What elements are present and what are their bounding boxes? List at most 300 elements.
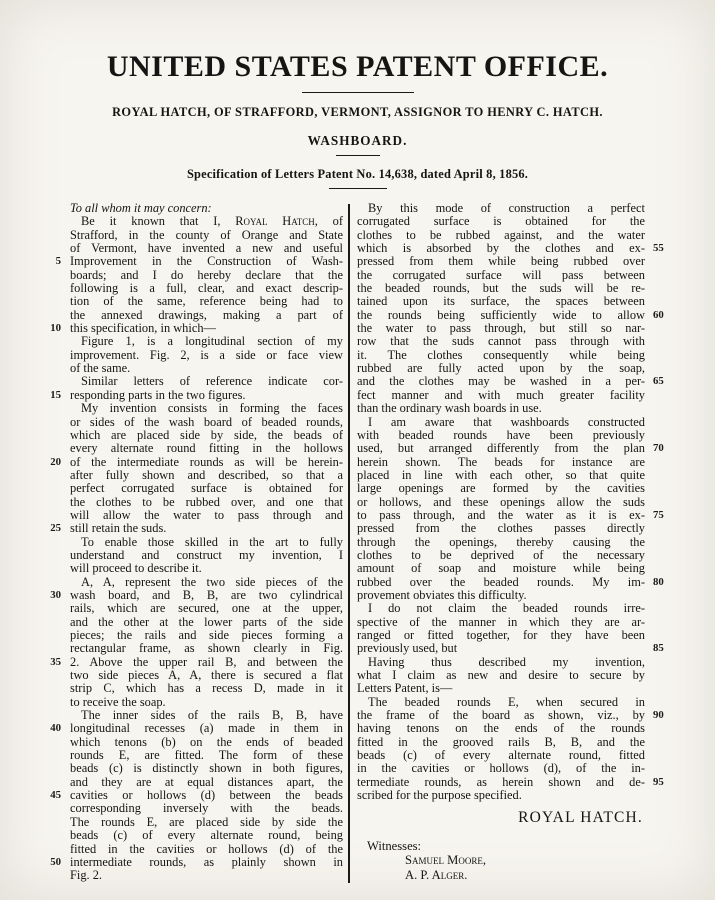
line-number	[40, 802, 70, 815]
text-line	[357, 509, 671, 522]
text-line	[40, 282, 343, 295]
line-number	[645, 602, 671, 615]
assignor-line: ROYAL HATCH, OF STRAFFORD, VERMONT, ASSIGNOR TO HENRY C. HATCH.	[112, 105, 603, 119]
text-line	[357, 229, 671, 242]
text-line	[40, 416, 343, 429]
text-line	[40, 362, 343, 375]
line-text: understand and construct my invention, I	[70, 547, 343, 562]
text-line	[40, 255, 343, 268]
line-text: longitudinal recesses (a) made in them in	[70, 721, 343, 736]
specification-rule	[329, 188, 387, 189]
text-line	[40, 789, 343, 802]
line-text: responding parts in the two figures.	[70, 387, 246, 402]
line-number	[40, 496, 70, 509]
text-line	[357, 349, 671, 362]
line-number: 95	[653, 775, 664, 788]
line-number: 80	[653, 575, 664, 588]
line-text: Improvement in the Construction of Wash-	[70, 254, 343, 269]
line-text: which tenons (b) on the ends of beaded	[70, 734, 343, 749]
line-number: 40	[50, 722, 61, 735]
line-number	[645, 522, 671, 535]
line-number	[40, 269, 70, 282]
text-line	[40, 375, 343, 388]
line-text: beads (c) is distinctly shown in both figures,	[70, 761, 343, 776]
line-text: tion of the same, reference being had to	[70, 294, 343, 309]
line-text: I am aware that washboards constructed	[368, 414, 645, 429]
line-number	[645, 402, 671, 415]
text-line	[40, 269, 343, 282]
line-number	[40, 469, 70, 482]
line-number: 65	[653, 375, 664, 388]
line-number	[40, 776, 70, 789]
text-line	[40, 442, 343, 455]
text-line	[357, 442, 671, 455]
text-line	[357, 629, 671, 642]
line-number	[40, 869, 70, 882]
line-number	[645, 482, 671, 495]
text-line	[40, 589, 343, 602]
line-number	[40, 429, 70, 442]
text-line	[40, 456, 343, 469]
line-number: 50	[50, 855, 61, 868]
line-text: The inner sides of the rails B, B, have	[81, 708, 343, 723]
text-line	[40, 816, 343, 829]
text-line	[40, 869, 343, 882]
line-number	[40, 843, 70, 856]
line-number	[40, 509, 70, 522]
document-header	[0, 50, 715, 189]
line-text: two side pieces A, A, there is secured a flat	[70, 668, 343, 683]
text-line	[40, 202, 343, 215]
line-text: Having thus described my invention,	[368, 654, 645, 669]
text-line	[357, 749, 671, 762]
text-line	[40, 469, 343, 482]
line-text: fect manner and with much greater facility	[357, 387, 645, 402]
line-text: To all whom it may concern:	[70, 201, 212, 215]
line-number	[645, 749, 671, 762]
text-line	[40, 576, 343, 589]
text-line	[40, 522, 343, 535]
text-line	[357, 722, 671, 735]
line-number: 85	[653, 642, 664, 655]
line-text: I do not claim the beaded rounds irre-	[368, 601, 645, 616]
line-text: scribed for the purpose specified.	[357, 788, 522, 803]
line-number	[40, 536, 70, 549]
line-text: after fully shown and described, so that a	[70, 467, 343, 482]
line-number	[40, 416, 70, 429]
text-line	[40, 709, 343, 722]
line-text: previously used, but	[357, 641, 458, 656]
line-number	[645, 682, 671, 695]
text-line	[357, 549, 671, 562]
text-line	[357, 536, 671, 549]
line-text: used, but arranged differently from the plan	[357, 441, 645, 456]
text-line	[357, 242, 671, 255]
line-number	[40, 402, 70, 415]
line-text: the beaded rounds, but the suds will be re-	[357, 281, 645, 296]
line-number	[645, 629, 671, 642]
line-text: Fig. 2.	[70, 868, 103, 883]
text-line	[357, 496, 671, 509]
line-number	[645, 349, 671, 362]
line-text: what I claim as new and desire to secure by	[357, 668, 645, 683]
line-number	[645, 229, 671, 242]
text-line	[40, 682, 343, 695]
line-text: the clothes to be rubbed over, and one that	[70, 494, 343, 509]
line-number: 15	[50, 388, 61, 401]
line-number	[645, 335, 671, 348]
line-number	[40, 362, 70, 375]
inventor-signature: ROYAL HATCH.	[518, 809, 643, 827]
column-divider	[348, 204, 350, 883]
line-number	[645, 416, 671, 429]
text-line	[40, 762, 343, 775]
text-line	[40, 242, 343, 255]
line-text: having tenons on the ends of the rounds	[357, 721, 645, 736]
line-text: the water to pass through, but still so nar-	[357, 321, 645, 336]
text-line	[357, 642, 671, 655]
line-number: 55	[653, 242, 664, 255]
line-text: By this mode of construction a perfect	[368, 201, 645, 215]
line-number: 35	[50, 655, 61, 668]
line-number	[40, 616, 70, 629]
line-text: row that the suds cannot pass through with	[357, 334, 645, 349]
line-number	[40, 282, 70, 295]
text-line	[357, 562, 671, 575]
witnesses-block	[357, 839, 671, 883]
line-text: improvement. Fig. 2, is a side or face view	[70, 347, 343, 362]
line-text: Figure 1, is a longitudinal section of my	[81, 334, 343, 349]
line-text: Strafford, in the county of Orange and State	[70, 227, 343, 242]
line-text: or hollows, and these openings allow the suds	[357, 494, 645, 509]
line-text: clothes to be deprived of the necessary	[357, 547, 645, 562]
line-text: every alternate round fitting in the hollows	[70, 441, 343, 456]
line-number	[40, 816, 70, 829]
line-number	[40, 696, 70, 709]
line-number	[645, 696, 671, 709]
text-line	[40, 322, 343, 335]
line-text: rounds E, are fitted. The form of these	[70, 748, 343, 763]
line-text: intermediate rounds, as plainly shown in	[70, 854, 343, 869]
line-number	[645, 722, 671, 735]
line-text: the frame of the board as shown, viz., by	[357, 708, 645, 723]
text-line	[357, 602, 671, 615]
line-text: pieces; the rails and side pieces forming a	[70, 628, 343, 642]
line-text: A, A, represent the two side pieces of the	[81, 574, 343, 589]
line-text: which is absorbed by the clothes and ex-	[357, 241, 645, 256]
line-text: beads (c) of every alternate round, being	[70, 828, 343, 843]
line-text: strip C, which has a recess D, made in it	[70, 681, 343, 696]
line-text: this specification, in which—	[70, 321, 216, 336]
line-text: beads (c) of every alternate round, fitted	[357, 748, 645, 763]
line-number	[645, 282, 671, 295]
line-text: rubbed over the beaded rounds. My im-	[357, 574, 645, 589]
text-line	[40, 656, 343, 669]
line-number	[645, 736, 671, 749]
line-number	[40, 229, 70, 242]
line-text: to pass through, and the water as it is ex-	[357, 507, 645, 522]
line-text: Similar letters of reference indicate cor-	[81, 374, 343, 389]
line-text: following is a full, clear, and exact descrip-	[70, 281, 343, 296]
text-line	[40, 749, 343, 762]
line-number	[40, 682, 70, 695]
line-text: spective of the manner in which they are ar-	[357, 614, 645, 629]
line-number: 70	[653, 442, 664, 455]
line-number	[40, 602, 70, 615]
line-text: ranged or fitted together, for they have been	[357, 628, 645, 642]
text-line	[357, 362, 671, 375]
page-title: UNITED STATES PATENT OFFICE.	[106, 50, 609, 83]
text-line	[40, 309, 343, 322]
line-number	[40, 762, 70, 775]
text-line	[357, 616, 671, 629]
text-line	[357, 416, 671, 429]
line-number	[645, 589, 671, 602]
line-number	[40, 629, 70, 642]
line-number	[40, 736, 70, 749]
line-number	[645, 215, 671, 228]
text-line	[357, 202, 671, 215]
line-text: the rounds being sufficiently wide to allow	[357, 307, 645, 322]
text-line	[40, 389, 343, 402]
line-text: will proceed to describe it.	[70, 561, 202, 576]
line-text: large openings are formed by the cavities	[357, 481, 645, 496]
line-text: rubbed are fully acted upon by the soap,	[357, 361, 645, 376]
line-text: to receive the soap.	[70, 694, 166, 709]
line-text: wash board, and B, B, are two cylindrical	[70, 587, 343, 602]
line-number	[645, 562, 671, 575]
text-line	[40, 229, 343, 242]
text-line	[357, 522, 671, 535]
text-line	[40, 616, 343, 629]
text-line	[357, 789, 671, 802]
text-line	[357, 776, 671, 789]
line-number	[645, 322, 671, 335]
text-line	[40, 496, 343, 509]
line-number: 10	[50, 322, 61, 335]
line-number	[645, 496, 671, 509]
line-text: Be it known that I, Royal Hatch, of	[81, 214, 343, 229]
text-line	[40, 602, 343, 615]
text-line	[40, 562, 343, 575]
line-number	[645, 269, 671, 282]
text-line	[40, 429, 343, 442]
line-number	[40, 642, 70, 655]
line-text: the annexed drawings, making a part of	[70, 307, 343, 322]
line-text: boards; and I do hereby declare that the	[70, 267, 343, 282]
line-text: pressed from the clothes passes directly	[357, 521, 645, 536]
text-line	[40, 722, 343, 735]
text-line	[357, 282, 671, 295]
text-line	[357, 402, 671, 415]
text-line	[40, 509, 343, 522]
line-number: 75	[653, 508, 664, 521]
line-number	[40, 749, 70, 762]
text-line	[40, 696, 343, 709]
text-line	[357, 589, 671, 602]
line-text: perfect corrugated surface is obtained for	[70, 481, 343, 496]
text-line	[40, 829, 343, 842]
line-text: rectangular frame, as shown clearly in Fig.	[70, 641, 343, 656]
line-number	[645, 669, 671, 682]
line-text: tained upon its surface, the spaces between	[357, 294, 645, 309]
invention-title: WASHBOARD.	[307, 133, 408, 148]
line-text: of the intermediate rounds as will be herein-	[70, 454, 343, 469]
text-line	[40, 402, 343, 415]
line-number	[40, 335, 70, 348]
line-number	[40, 215, 70, 228]
line-text: and they are at equal distances apart, the	[70, 774, 343, 789]
text-line	[357, 762, 671, 775]
line-number	[40, 482, 70, 495]
line-text: and the other at the lower parts of the side	[70, 614, 343, 629]
text-line	[357, 576, 671, 589]
witness-name: Samuel Moore,	[405, 853, 486, 868]
line-number: 60	[653, 308, 664, 321]
right-column	[357, 202, 671, 883]
text-line	[40, 482, 343, 495]
text-line	[40, 335, 343, 348]
text-line	[40, 549, 343, 562]
line-number	[645, 656, 671, 669]
line-text: in the cavities or hollows (d), of the in-	[357, 761, 645, 776]
line-number	[645, 202, 671, 215]
line-text: amount of soap and moisture while being	[357, 561, 645, 576]
line-text: fitted in the cavities or hollows (d) of the	[70, 841, 343, 856]
two-column-body	[40, 202, 671, 883]
text-line	[357, 269, 671, 282]
line-text: rails, which are secured, one at the upper,	[70, 601, 343, 616]
text-line	[357, 709, 671, 722]
line-number	[40, 669, 70, 682]
line-text: still retain the suds.	[70, 521, 167, 536]
line-number	[40, 375, 70, 388]
line-number: 30	[50, 588, 61, 601]
title-rule	[302, 92, 414, 93]
line-text: herein shown. The beads for instance are	[357, 454, 645, 469]
line-number	[40, 576, 70, 589]
line-text: To enable those skilled in the art to fully	[81, 534, 343, 549]
text-line	[357, 696, 671, 709]
line-number	[645, 789, 671, 802]
line-text: corresponding inversely with the beads.	[70, 801, 343, 816]
text-line	[357, 429, 671, 442]
text-line	[40, 802, 343, 815]
line-text: fitted in the grooved rails B, B, and the	[357, 734, 645, 749]
line-text: placed in line with each other, so that quite	[357, 467, 645, 482]
witness-name: A. P. Alger.	[405, 867, 468, 882]
text-line	[40, 776, 343, 789]
line-number	[645, 762, 671, 775]
line-text: The rounds E, are placed side by side the	[70, 814, 343, 829]
line-text: The beaded rounds E, when secured in	[368, 694, 645, 709]
text-line	[357, 375, 671, 388]
line-number	[645, 616, 671, 629]
text-line	[357, 482, 671, 495]
line-number	[645, 255, 671, 268]
line-text: of Vermont, have invented a new and useful	[70, 241, 343, 256]
line-text: it. The clothes consequently while being	[357, 347, 645, 362]
text-line	[357, 322, 671, 335]
line-text: with beaded rounds have been previously	[357, 427, 645, 442]
line-text: Letters Patent, is—	[357, 681, 453, 696]
line-number: 90	[653, 709, 664, 722]
line-number: 25	[50, 522, 61, 535]
text-line	[357, 389, 671, 402]
invention-rule	[336, 155, 380, 156]
line-number	[40, 442, 70, 455]
text-line	[357, 736, 671, 749]
line-number: 20	[50, 455, 61, 468]
line-text: and the clothes may be washed in a per-	[357, 374, 645, 389]
text-line	[357, 255, 671, 268]
line-text: than the ordinary wash boards in use.	[357, 401, 542, 416]
text-line	[40, 349, 343, 362]
line-number	[645, 295, 671, 308]
text-line	[40, 536, 343, 549]
line-text: clothes to be rubbed against, and the water	[357, 227, 645, 242]
line-text: or sides of the wash board of beaded rounds,	[70, 414, 343, 429]
text-line	[40, 629, 343, 642]
line-number	[645, 456, 671, 469]
line-text: 2. Above the upper rail B, and between the	[70, 654, 343, 669]
line-text: My invention consists in forming the faces	[81, 401, 343, 416]
line-text: corrugated surface is obtained for the	[357, 214, 645, 229]
line-text: provement obviates this difficulty.	[357, 587, 527, 602]
line-number	[40, 309, 70, 322]
text-line	[40, 843, 343, 856]
line-number	[40, 202, 70, 215]
text-line	[357, 469, 671, 482]
line-number	[40, 295, 70, 308]
text-line	[357, 309, 671, 322]
line-number	[40, 549, 70, 562]
line-text: the corrugated surface will pass between	[357, 267, 645, 282]
line-number	[645, 549, 671, 562]
line-number	[40, 349, 70, 362]
text-line	[40, 669, 343, 682]
line-number: 5	[55, 255, 61, 268]
line-number	[645, 429, 671, 442]
line-text: cavities or hollows (d) between the beads	[70, 788, 343, 803]
left-column	[40, 202, 343, 883]
witnesses-label: Witnesses:	[367, 838, 422, 853]
line-number: 45	[50, 789, 61, 802]
text-line	[40, 295, 343, 308]
line-number	[40, 242, 70, 255]
text-line	[357, 295, 671, 308]
text-line	[40, 215, 343, 228]
text-line	[40, 856, 343, 869]
line-number	[645, 469, 671, 482]
text-line	[357, 669, 671, 682]
text-line	[357, 682, 671, 695]
line-number	[645, 362, 671, 375]
line-text: which are placed side by side, the beads of	[70, 427, 343, 442]
line-text: pressed from them while being rubbed over	[357, 254, 645, 269]
text-line	[357, 656, 671, 669]
line-text: of the same.	[70, 361, 131, 376]
text-line	[40, 736, 343, 749]
line-text: termediate rounds, as herein shown and de-	[357, 774, 645, 789]
line-number	[645, 389, 671, 402]
specification-line: Specification of Letters Patent No. 14,638, dated April 8, 1856.	[186, 167, 529, 181]
line-text: will allow the water to pass through and	[70, 507, 343, 522]
line-number	[40, 709, 70, 722]
text-line	[357, 335, 671, 348]
line-text: through the openings, thereby causing the	[357, 534, 645, 549]
line-number	[645, 536, 671, 549]
